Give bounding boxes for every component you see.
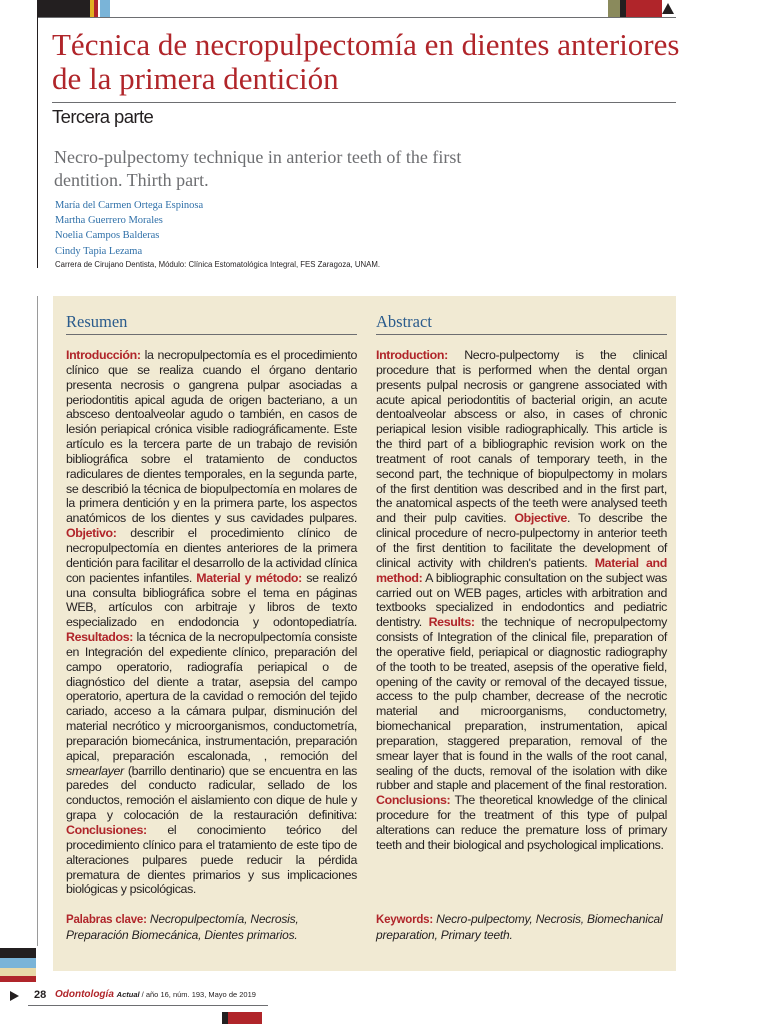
intro-text: la necropulpectomía es el procedimiento clínico que se realiza cuando el órgano dentario presenta necrosis o gangrena pulpar asociadas a periodontitis apical aguda de origen bacteriano, a un absceso dentoalveolar agudo o también, en casos de lesión periapical crónica visible radiográficamente. Este artículo es la tercera parte de un trabajo de revisión bibliográfica sobre el tratamiento de conductos radiculares de dientes temporales, en la segunda parte, se describió la técnica de biopulpectomía en molares de la primera dentición y en la primera parte, los aspectos anatómicos de los dientes y sus cavidades pulpares. <box>66 348 357 526</box>
keywords-text: Necropulpectomía, Necrosis, Preparación Biomecánica, Dientes primarios. <box>66 912 299 942</box>
top-bar-crimson <box>626 0 662 17</box>
results-label: Results: <box>428 615 475 630</box>
title-underline <box>52 102 676 103</box>
objective-label: Objective <box>514 511 567 526</box>
resumen-column <box>66 312 357 897</box>
keywords-text: Necro-pulpectomy, Necrosis, Biomechanical preparation, Primary teeth. <box>376 912 663 942</box>
author: Cindy Tapia Lezama <box>55 245 143 257</box>
keywords-label: Keywords: <box>376 914 433 926</box>
resultados-text-b: (barrillo dentinario) que se encuentra en las paredes del conducto radicular, sellado de los conductos, remoción el aislamiento con dique de hule y grapa y colocación de la restauración definitiva: <box>66 763 357 823</box>
metodo-text: se realizó una consulta bibliográfica sobre el tema en páginas WEB, artículos con arbitraje y libros de texto especializado en endodoncia y odontopediatría. <box>66 570 358 630</box>
abstract-keywords <box>376 912 667 943</box>
side-marker-tan <box>0 968 36 976</box>
resultados-italic: smearlayer <box>66 763 124 778</box>
author: Noelia Campos Balderas <box>55 230 160 242</box>
footer-rule <box>28 1005 268 1006</box>
article-title: Técnica de necropulpectomía en dientes anteriores de la primera dentición <box>52 27 680 96</box>
intro-text: Necro-pulpectomy is the clinical procedure that is performed when the dental organ presents pulpal necrosis or gangrene associated with acute apical periodontitis of bacterial origin, an acute dentoalveolar abscess or also, in cases of chronic periapical lesion visible radiographically. This article is the third part of a bibliographic revision work on the treatment of root canals of temporary teeth, in the second part, the technique of biopulpectomy in molars of the first dentition was described and in the first part, the anatomical aspects of the teeth were analysed teeth and their pulp cavities. <box>376 348 667 526</box>
author: María del Carmen Ortega Espinosa <box>55 200 204 211</box>
abstract-panel <box>53 296 676 971</box>
results-text: the technique of necropulpectomy consists of Integration of the clinical file, preparation of the operative field, periapical or diagnostic radiography of the tooth to be treated, asepsis of the operative field, opening of the cavity or removal of the decayed tissue, access to the pulp chamber, decrease of the necrotic material and microorganisms, conductometry, biomechanical preparation, instrumentation, apical preparation, staggered preparation, removal of the smear layer that is found in the walls of the root canal, sealing of the ducts, removal of the isolation with dike rubber and staple and placement of the final restoration. <box>376 615 667 793</box>
intro-label: Introducción: <box>66 348 141 362</box>
top-rule <box>38 17 676 18</box>
objetivo-label: Objetivo: <box>66 526 117 541</box>
affiliation: Carrera de Cirujano Dentista, Módulo: Clínica Estomatológica Integral, FES Zaragoza, UNAM. <box>55 260 381 269</box>
journal-suffix: Actual <box>116 990 140 999</box>
article-subtitle: Tercera parte <box>52 106 154 127</box>
conclusions-text: The theoretical knowledge of the clinical procedure for the treatment of this type of pulpal alterations can reduce the premature loss of primary teeth and their biological and psychological implications. <box>376 793 667 852</box>
bottom-marker-red <box>228 1012 262 1024</box>
method-text: A bibliographic consultation on the subject was carried out on WEB pages, articles with arbitration and textbooks specialized in endodontics and pediatric dentistry. <box>376 570 667 630</box>
side-marker-blue <box>0 948 36 958</box>
objetivo-text: describir el procedimiento clínico de necropulpectomía en dientes anteriores de la primera dentición para facilitar el desarrollo de la actividad clínica con pacientes infantiles. <box>66 526 357 585</box>
top-bar-red <box>94 0 98 17</box>
abstract-column <box>376 312 667 853</box>
top-bar-blue <box>100 0 110 17</box>
page-number: 28 <box>34 989 47 1001</box>
left-vertical-rule <box>37 0 38 268</box>
journal-name <box>55 989 256 1000</box>
intro-label: Introduction: <box>376 348 448 362</box>
abstract-body <box>376 348 667 853</box>
play-arrow-icon <box>10 991 19 1001</box>
conclusiones-text: el conocimiento teórico del procedimiento clínico para el tratamiento de este tipo de alteraciones pulpares puede reducir la pérdida prematura de dientes primarios y sus implicaciones biológicas y psicológicas. <box>66 823 357 897</box>
keywords-label: Palabras clave: <box>66 914 147 926</box>
english-title: Necro-pulpectomy technique in anterior teeth of the first dentition. Thirth part. <box>54 147 462 190</box>
objective-text: . To describe the clinical procedure of necro-pulpectomy in anterior teeth of the first dentition to facilitate the development of clinical activity with children's patients. <box>376 511 667 570</box>
resumen-heading: Resumen <box>66 312 357 335</box>
side-marker-lightblue <box>0 958 36 968</box>
resumen-body <box>66 348 357 897</box>
up-arrow-icon <box>662 3 674 14</box>
issue-info: / año 16, núm. 193, Mayo de 2019 <box>139 990 256 999</box>
resumen-keywords <box>66 912 357 943</box>
left-vertical-rule-lower <box>37 296 38 946</box>
top-bar-yellow <box>90 0 94 17</box>
journal-title: Odontología <box>55 989 114 1000</box>
author: Martha Guerrero Morales <box>55 215 163 227</box>
resultados-label: Resultados: <box>66 630 134 645</box>
method-label: Material and method: <box>376 555 667 585</box>
top-bar-olive <box>608 0 620 17</box>
author-list <box>55 198 203 259</box>
abstract-heading: Abstract <box>376 312 667 335</box>
resultados-text: la técnica de la necropulpectomía consiste en Integración del expediente clínico, preparación del campo operatorio, radiografía periapical o de diagnóstico del diente a tratar, asepsia del campo operatorio, apertura de la cavidad o remoción del tejido cariado, acceso a la cámara pulpar, disminución del material necrótico y microorganismos, conductometría, preparación biomecánica, instrumentación, preparación apical, preparación escalonada, , remoción del <box>66 630 357 763</box>
side-marker-red <box>0 976 36 982</box>
conclusiones-label: Conclusiones: <box>66 823 147 837</box>
page-footer <box>10 989 310 1003</box>
conclusions-label: Conclusions: <box>376 793 451 808</box>
top-bar-black <box>38 0 92 17</box>
metodo-label: Material y método: <box>196 570 302 585</box>
